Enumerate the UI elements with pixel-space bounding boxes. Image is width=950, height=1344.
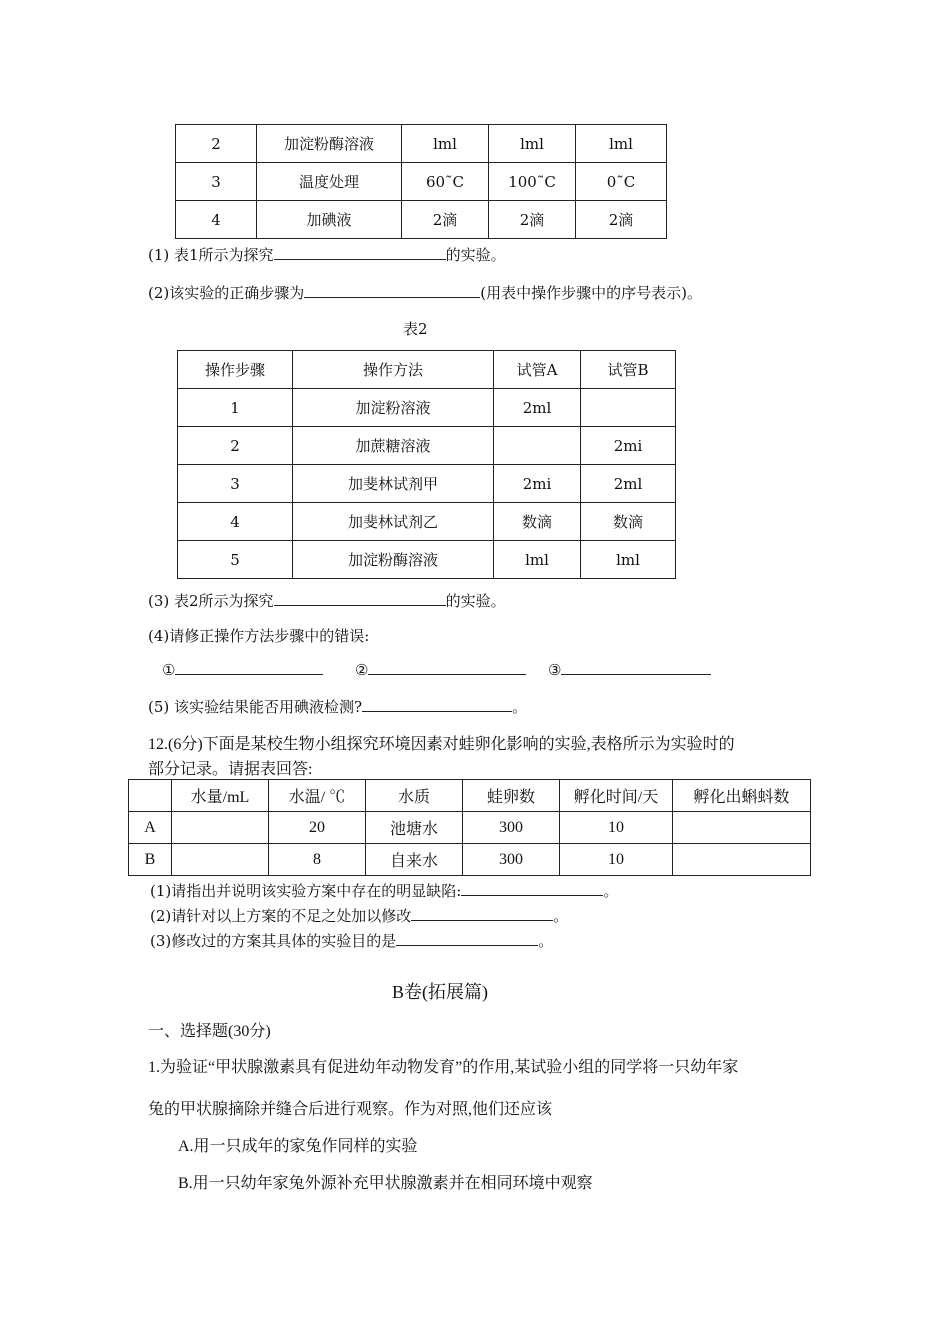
table-row: A 20 池塘水 300 10 [129,812,811,844]
question-12-line2: 部分记录。请据表回答: [148,761,313,778]
table-row: 3 温度处理 60˜C 100˜C 0˜C [176,163,667,201]
answer-blank[interactable] [362,697,512,712]
answer-blank[interactable] [304,283,480,298]
b-question-1-line1: 1.为验证“甲状腺激素具有促进幼年动物发育”的作用,某试验小组的同学将一只幼年家 [148,1059,739,1076]
answer-blank[interactable] [175,660,323,675]
table-row: 2 加蔗糖溶液 2mi [178,427,676,465]
option-a[interactable]: A.用一只成年的家兔作同样的实验 [178,1138,418,1155]
table2-caption: 表2 [403,320,428,338]
answer-blank[interactable] [274,245,446,260]
section-b-title: B卷(拓展篇) [392,982,488,1002]
question-12-sub-2: (2)请针对以上方案的不足之处加以修改 。 [150,907,569,925]
table-row: 2 加淀粉酶溶液 lml lml lml [176,125,667,163]
table-row: 5 加淀粉酶溶液 lml lml [178,541,676,579]
table-row: B 8 自来水 300 10 [129,844,811,876]
question-12-line1: 12.(6分)下面是某校生物小组探究环境因素对蛙卵化影响的实验,表格所示为实验时的 [148,736,735,753]
question-5: (5) 该实验结果能否用碘液检测? 。 [148,698,528,716]
table2 [177,350,676,579]
option-b[interactable]: B.用一只幼年家兔外源补充甲状腺激素并在相同环境中观察 [178,1175,593,1192]
question-12-sub-1: (1)请指出并说明该实验方案中存在的明显缺陷: 。 [150,882,619,900]
question-12-sub-3: (3)修改过的方案其具体的实验目的是 。 [150,932,554,950]
answer-blank[interactable] [411,906,553,921]
answer-blank[interactable] [561,660,711,675]
question-2: (2)该实验的正确步骤为 (用表中操作步骤中的序号表示)。 [148,284,702,302]
answer-blank[interactable] [461,881,603,896]
table-row: 3 加斐林试剂甲 2mi 2ml [178,465,676,503]
table-row: 4 加斐林试剂乙 数滴 数滴 [178,503,676,541]
section-b-subtitle: 一、选择题(30分) [148,1023,271,1040]
answer-blank[interactable] [396,931,538,946]
question-4-blanks: ① ② ③ [162,660,711,679]
table-header-row: 操作步骤 操作方法 试管A 试管B [178,351,676,389]
b-question-1-line2: 兔的甲状腺摘除并缝合后进行观察。作为对照,他们还应该 [148,1101,553,1118]
answer-blank[interactable] [368,660,526,675]
table-header-row: 水量/mL 水温/ ℃ 水质 蛙卵数 孵化时间/天 孵化出蝌蚪数 [129,780,811,812]
table1 [175,124,667,239]
table-row: 1 加淀粉溶液 2ml [178,389,676,427]
table3 [128,779,811,876]
table-row: 4 加碘液 2滴 2滴 2滴 [176,201,667,239]
answer-blank[interactable] [274,591,446,606]
question-1: (1) 表1所示为探究 的实验。 [148,246,506,264]
question-4: (4)请修正操作方法步骤中的错误: [148,627,370,645]
question-3: (3) 表2所示为探究 的实验。 [148,592,506,610]
